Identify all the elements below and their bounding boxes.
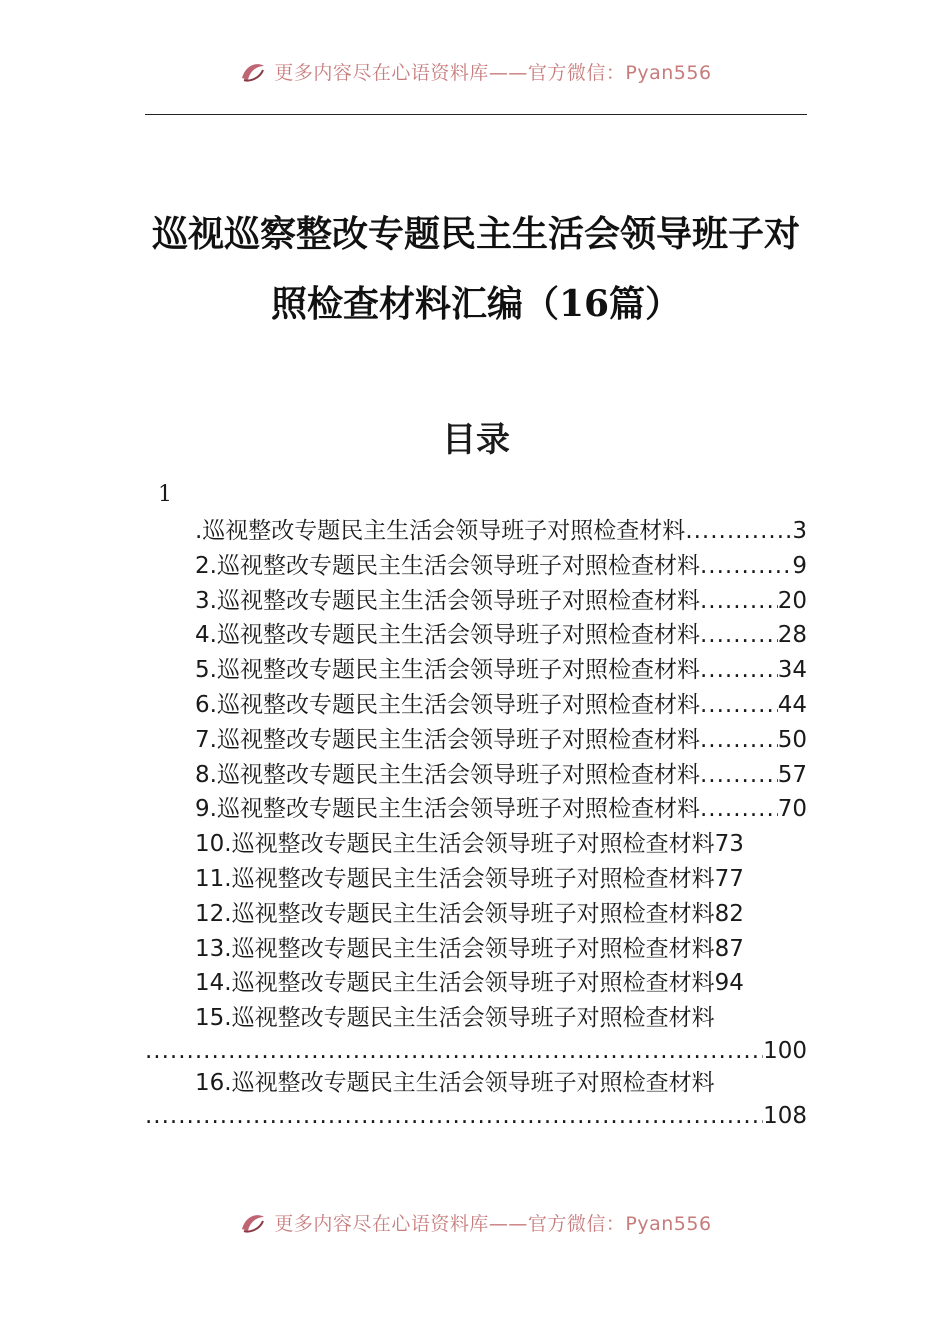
toc-entry[interactable] [145,549,807,584]
brand-logo-icon [238,1209,268,1235]
toc-entry[interactable] [145,897,807,932]
toc-entry-page: 3 [792,518,807,544]
toc-entry-label: 13.巡视整改专题民主生活会领导班子对照检查材料 [195,935,715,962]
toc-entry-label: 15.巡视整改专题民主生活会领导班子对照检查材料 [195,1005,715,1032]
toc-entry[interactable] [145,792,807,827]
toc-leader-dots [685,514,792,549]
toc-entry-label: 2.巡视整改专题民主生活会领导班子对照检查材料 [195,552,700,579]
toc-entry-label: 6.巡视整改专题民主生活会领导班子对照检查材料 [195,691,700,718]
toc-leader-dots [700,758,778,793]
toc-leader-dots [700,723,778,758]
table-of-contents [145,514,807,1131]
toc-entry-label: 5.巡视整改专题民主生活会领导班子对照检查材料 [195,657,700,684]
toc-entry[interactable] [145,758,807,793]
toc-entry[interactable] [145,862,807,897]
toc-entry[interactable] [145,584,807,619]
toc-entry-page: 34 [777,657,807,684]
toc-leader-dots [700,549,792,584]
toc-entry-page: 77 [714,865,744,892]
document-title-line-2: 照检查材料汇编（16篇） [270,283,682,325]
toc-entry-label: 12.巡视整改专题民主生活会领导班子对照检查材料 [195,900,715,927]
toc-entry-page: 57 [777,761,807,788]
toc-entry-page: 28 [777,622,807,649]
header-divider [145,114,807,115]
header-banner [0,56,950,86]
toc-entry[interactable] [145,1066,807,1131]
footer-banner [0,1207,950,1237]
toc-entry[interactable] [145,618,807,653]
toc-entry[interactable] [145,653,807,688]
toc-entry-page: 94 [714,970,744,997]
toc-leader-dots [700,653,778,688]
toc-leader-dots [145,1101,763,1131]
toc-lead-number: 1 [158,482,172,507]
banner-text: 更多内容尽在心语资料库——官方微信：Pyan556 [274,1212,712,1235]
toc-leader-dots [700,688,778,723]
toc-entry-page: 9 [792,552,807,579]
toc-leader-dots [700,584,778,619]
toc-entry-label: 4.巡视整改专题民主生活会领导班子对照检查材料 [195,622,700,649]
toc-entry-label: 8.巡视整改专题民主生活会领导班子对照检查材料 [195,761,700,788]
toc-entry-page: 82 [714,900,744,927]
toc-entry-page: 20 [777,587,807,614]
toc-entry-page: 50 [777,726,807,753]
toc-entry-label: 16.巡视整改专题民主生活会领导班子对照检查材料 [195,1069,715,1096]
toc-entry-label: 11.巡视整改专题民主生活会领导班子对照检查材料 [195,865,715,892]
toc-entry-page: 70 [777,796,807,823]
toc-entry-label: 7.巡视整改专题民主生活会领导班子对照检查材料 [195,726,700,753]
toc-entry[interactable] [145,1001,807,1066]
toc-entry-label: 3.巡视整改专题民主生活会领导班子对照检查材料 [195,587,700,614]
toc-entry[interactable] [145,966,807,1001]
toc-entry-label: 14.巡视整改专题民主生活会领导班子对照检查材料 [195,970,715,997]
toc-entry-label: .巡视整改专题民主生活会领导班子对照检查材料 [195,518,686,544]
toc-entry-page: 100 [763,1037,807,1064]
toc-entry[interactable] [145,688,807,723]
toc-entry-page: 44 [777,691,807,718]
toc-leader-dots [145,1036,763,1066]
toc-entry[interactable] [145,723,807,758]
toc-entry-page: 108 [763,1102,807,1129]
document-title-line-1: 巡视巡察整改专题民主生活会领导班子对 [151,213,800,255]
toc-entry-page: 87 [714,935,744,962]
toc-entry-label: 9.巡视整改专题民主生活会领导班子对照检查材料 [195,796,700,823]
toc-heading: 目录 [442,420,510,460]
brand-logo-icon [238,58,268,84]
banner-text: 更多内容尽在心语资料库——官方微信：Pyan556 [274,61,712,84]
toc-entry-page: 73 [714,831,744,858]
toc-entry[interactable] [145,827,807,862]
toc-entry-label: 10.巡视整改专题民主生活会领导班子对照检查材料 [195,831,715,858]
toc-leader-dots [700,618,778,653]
toc-entry[interactable] [145,932,807,967]
toc-entry[interactable] [145,514,807,549]
toc-leader-dots [700,792,778,827]
